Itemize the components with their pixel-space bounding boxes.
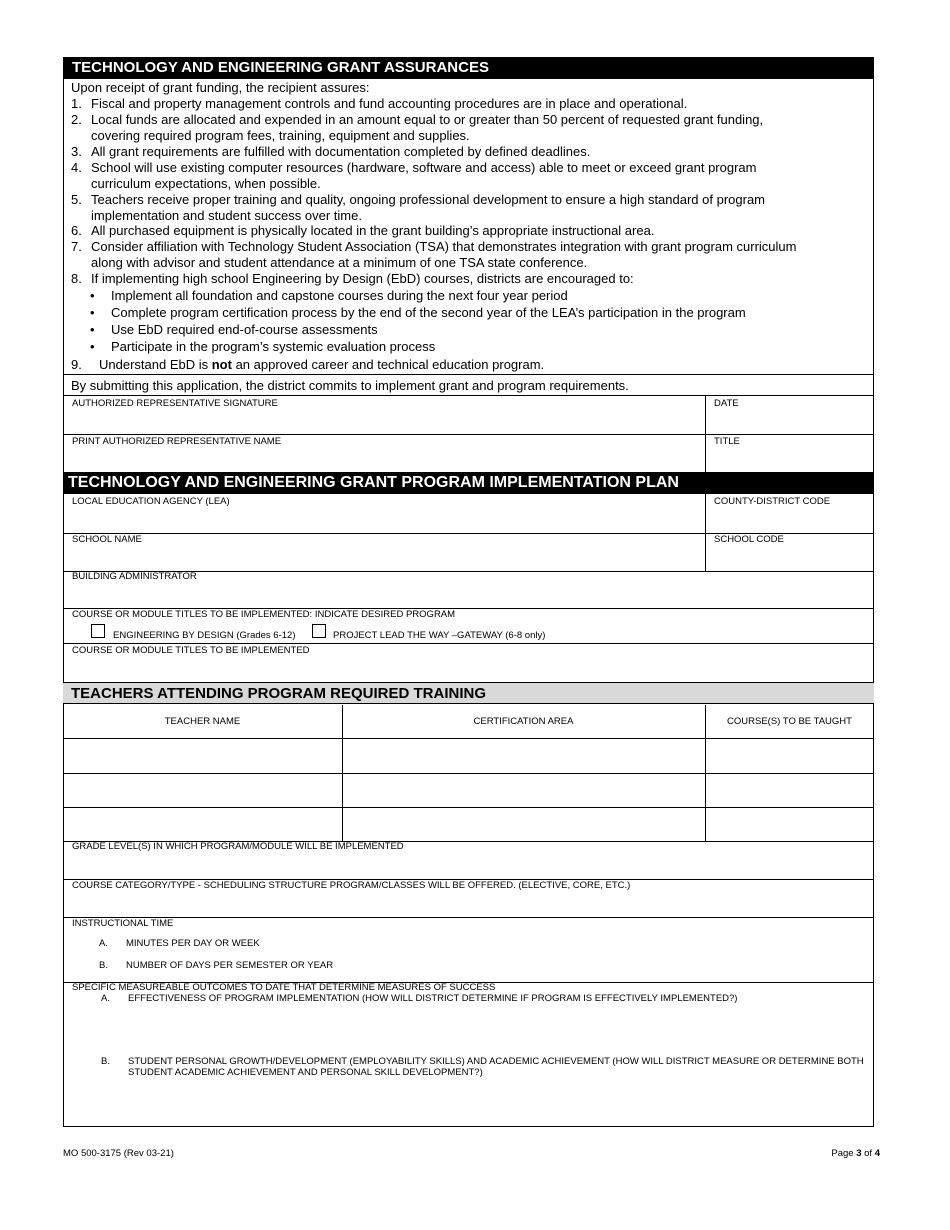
item-text: School will use existing computer resources (hardware, software and access) able to meet or exceed grant program: [91, 160, 757, 175]
item-number: 2.: [71, 112, 82, 127]
table-row-divider: [63, 773, 874, 774]
table-row-divider: [63, 738, 874, 739]
divider: [63, 374, 874, 375]
title-label: TITLE: [714, 436, 740, 447]
item-text: Local funds are allocated and expended in an amount equal to or greater than 50 percent of requested grant funding,: [91, 112, 764, 127]
bullet-text: Implement all foundation and capstone courses during the next four year period: [111, 288, 568, 303]
out-a-letter: A.: [101, 993, 110, 1004]
pltw-option-label: PROJECT LEAD THE WAY –GATEWAY (6-8 only): [333, 630, 546, 641]
item-text: implementation and student success over time.: [91, 208, 362, 223]
item-text: Consider affiliation with Technology Student Association (TSA) that demonstrates integration with grant program curriculum: [91, 239, 797, 254]
item-text: along with advisor and student attendance at a minimum of one TSA state conference.: [91, 255, 588, 270]
pltw-checkbox[interactable]: [312, 624, 326, 638]
signature-label: AUTHORIZED REPRESENTATIVE SIGNATURE: [72, 398, 278, 409]
teachers-header: TEACHERS ATTENDING PROGRAM REQUIRED TRAINING: [63, 682, 874, 704]
ebd-checkbox[interactable]: [91, 624, 105, 638]
bullet-dot: •: [90, 305, 95, 320]
assurances-intro: Upon receipt of grant funding, the recipient assures:: [71, 80, 370, 95]
item-number: 1.: [71, 96, 82, 111]
course-program-label: COURSE OR MODULE TITLES TO BE IMPLEMENTED: INDICATE DESIRED PROGRAM: [72, 609, 456, 620]
item-number: 6.: [71, 223, 82, 238]
item-number: 9.: [71, 357, 82, 372]
divider: [63, 395, 874, 396]
county-district-label: COUNTY-DISTRICT CODE: [714, 496, 831, 507]
effectiveness-label: EFFECTIVENESS OF PROGRAM IMPLEMENTATION (HOW WILL DISTRICT DETERMINE IF PROGRAM IS EFFECTIVELY IMPLEMENTED?): [128, 993, 738, 1004]
form-id: MO 500-3175 (Rev 03-21): [63, 1148, 174, 1159]
col-certification-area: CERTIFICATION AREA: [473, 716, 574, 727]
bullet-dot: •: [90, 288, 95, 303]
item-text: covering required program fees, training, equipment and supplies.: [91, 128, 470, 143]
commit-statement: By submitting this application, the district commits to implement grant and program requirements.: [71, 378, 629, 393]
item-nine-text: Understand EbD is not an approved career and technical education program.: [99, 357, 545, 372]
item-text: If implementing high school Engineering by Design (EbD) courses, districts are encouraged to:: [91, 271, 634, 286]
item-text: curriculum expectations, when possible.: [91, 176, 321, 191]
school-code-label: SCHOOL CODE: [714, 534, 784, 545]
plan-header: TECHNOLOGY AND ENGINEERING GRANT PROGRAM IMPLEMENTATION PLAN: [63, 472, 874, 494]
school-name-label: SCHOOL NAME: [72, 534, 142, 545]
out-b-letter: B.: [101, 1056, 110, 1067]
minutes-per-day-label: MINUTES PER DAY OR WEEK: [126, 938, 260, 949]
assurances-header: TECHNOLOGY AND ENGINEERING GRANT ASSURANCES: [63, 57, 874, 79]
outcomes-label: SPECIFIC MEASUREABLE OUTCOMES TO DATE THAT DETERMINE MEASURES OF SUCCESS: [72, 982, 496, 993]
course-category-label: COURSE CATEGORY/TYPE - SCHEDULING STRUCTURE PROGRAM/CLASSES WILL BE OFFERED. (ELECTIVE, CORE, ETC.): [72, 880, 631, 891]
divider: [63, 917, 874, 918]
days-per-semester-label: NUMBER OF DAYS PER SEMESTER OR YEAR: [126, 960, 334, 971]
table-row-divider: [63, 807, 874, 808]
bullet-dot: •: [90, 339, 95, 354]
col-courses-taught: COURSE(S) TO BE TAUGHT: [727, 716, 852, 727]
lea-label: LOCAL EDUCATION AGENCY (LEA): [72, 496, 230, 507]
instr-b-letter: B.: [99, 960, 108, 971]
divider: [63, 643, 874, 644]
course-titles-label: COURSE OR MODULE TITLES TO BE IMPLEMENTED: [72, 645, 310, 656]
bullet-text: Use EbD required end-of-course assessments: [111, 322, 378, 337]
page-indicator: Page 3 of 4: [831, 1148, 880, 1159]
print-name-label: PRINT AUTHORIZED REPRESENTATIVE NAME: [72, 436, 282, 447]
item-number: 7.: [71, 239, 82, 254]
date-label: DATE: [714, 398, 739, 409]
item-text: All grant requirements are fulfilled with documentation completed by defined deadlines.: [91, 144, 591, 159]
col-teacher-name: TEACHER NAME: [164, 716, 241, 727]
item-number: 5.: [71, 192, 82, 207]
student-growth-label-line2: STUDENT ACADEMIC ACHIEVEMENT AND PERSONAL SKILL DEVELOPMENT?): [128, 1067, 483, 1078]
building-admin-label: BUILDING ADMINISTRATOR: [72, 571, 197, 582]
item-number: 3.: [71, 144, 82, 159]
instr-a-letter: A.: [99, 938, 108, 949]
item-text: Teachers receive proper training and quality, ongoing professional development to ensure a high standard of program: [91, 192, 766, 207]
grade-level-label: GRADE LEVEL(S) IN WHICH PROGRAM/MODULE WILL BE IMPLEMENTED: [72, 841, 404, 852]
student-growth-label-line1: STUDENT PERSONAL GROWTH/DEVELOPMENT (EMPLOYABILITY SKILLS) AND ACADEMIC ACHIEVEMENT (HOW WILL DISTRICT MEASURE OR DETERMINE BOTH: [128, 1056, 864, 1067]
divider: [63, 434, 874, 435]
bullet-text: Complete program certification process by the end of the second year of the LEA’s participation in the program: [111, 305, 746, 320]
ebd-option-label: ENGINEERING BY DESIGN (Grades 6-12): [113, 630, 296, 641]
item-text: Fiscal and property management controls and fund accounting procedures are in place and operational.: [91, 96, 688, 111]
item-text: All purchased equipment is physically located in the grant building’s appropriate instructional area.: [91, 223, 655, 238]
item-number: 8.: [71, 271, 82, 286]
bullet-dot: •: [90, 322, 95, 337]
instructional-time-label: INSTRUCTIONAL TIME: [72, 918, 174, 929]
item-number: 4.: [71, 160, 82, 175]
bullet-text: Participate in the program’s systemic evaluation process: [111, 339, 436, 354]
